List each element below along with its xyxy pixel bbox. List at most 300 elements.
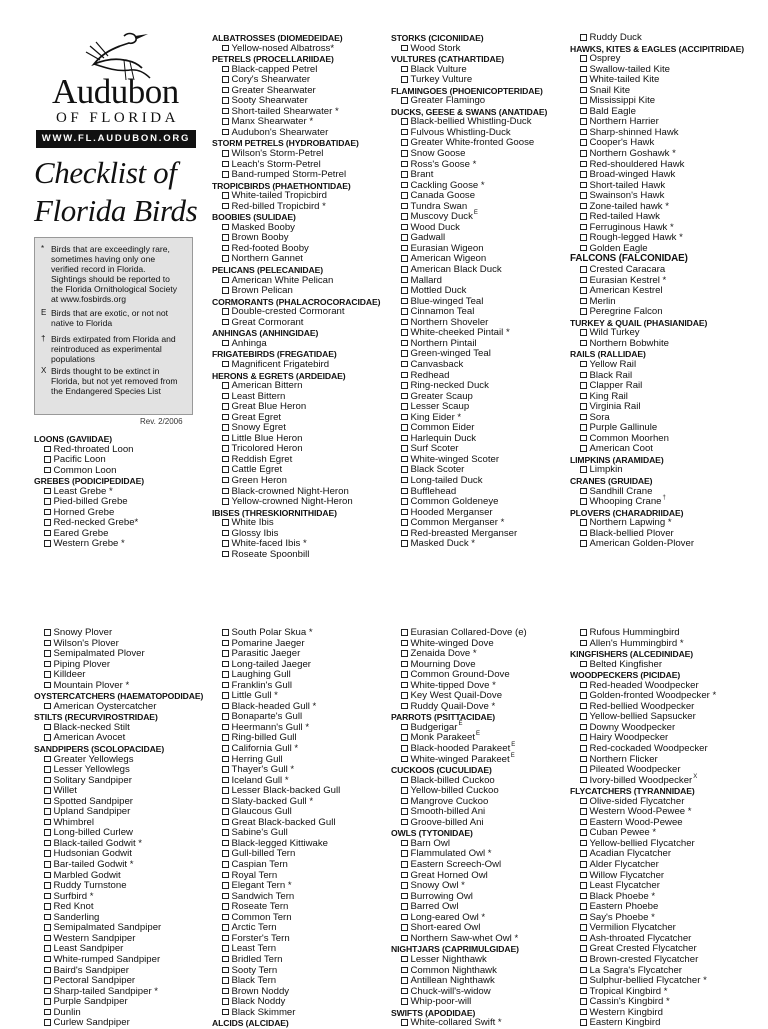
species-item[interactable] — [212, 254, 380, 265]
checkbox-icon[interactable] — [222, 777, 229, 784]
species-item[interactable] — [391, 997, 527, 1008]
checkbox-icon[interactable] — [580, 150, 587, 157]
checkbox-icon[interactable] — [222, 829, 229, 836]
checkbox-icon[interactable] — [222, 640, 229, 647]
species-item[interactable] — [391, 96, 547, 107]
checkbox-icon[interactable] — [580, 298, 587, 305]
species-item[interactable] — [570, 33, 744, 44]
checkbox-icon[interactable] — [401, 203, 408, 210]
checkbox-icon[interactable] — [401, 308, 408, 315]
checkbox-icon[interactable] — [580, 403, 587, 410]
checkbox-icon[interactable] — [401, 777, 408, 784]
checkbox-icon[interactable] — [401, 277, 408, 284]
checkbox-icon[interactable] — [44, 798, 51, 805]
species-item[interactable] — [212, 318, 380, 329]
checkbox-icon[interactable] — [580, 724, 587, 731]
checkbox-icon[interactable] — [222, 840, 229, 847]
checkbox-icon[interactable] — [580, 808, 587, 815]
checkbox-icon[interactable] — [44, 446, 51, 453]
checkbox-icon[interactable] — [222, 682, 229, 689]
checkbox-icon[interactable] — [401, 393, 408, 400]
species-item[interactable] — [212, 339, 380, 350]
checkbox-icon[interactable] — [580, 224, 587, 231]
checkbox-icon[interactable] — [401, 118, 408, 125]
checkbox-icon[interactable] — [44, 509, 51, 516]
checkbox-icon[interactable] — [44, 530, 51, 537]
checkbox-icon[interactable] — [401, 661, 408, 668]
checkbox-icon[interactable] — [44, 808, 51, 815]
website-url[interactable]: WWW.FL.AUDUBON.ORG — [36, 130, 196, 148]
checkbox-icon[interactable] — [580, 661, 587, 668]
checkbox-icon[interactable] — [222, 713, 229, 720]
checkbox-icon[interactable] — [222, 956, 229, 963]
checkbox-icon[interactable] — [222, 477, 229, 484]
checkbox-icon[interactable] — [222, 424, 229, 431]
checkbox-icon[interactable] — [580, 234, 587, 241]
checkbox-icon[interactable] — [401, 745, 408, 752]
checkbox-icon[interactable] — [580, 988, 587, 995]
checkbox-icon[interactable] — [401, 414, 408, 421]
species-item[interactable] — [34, 702, 203, 713]
checkbox-icon[interactable] — [580, 903, 587, 910]
checkbox-icon[interactable] — [401, 956, 408, 963]
checkbox-icon[interactable] — [401, 808, 408, 815]
checkbox-icon[interactable] — [580, 245, 587, 252]
checkbox-icon[interactable] — [44, 756, 51, 763]
checkbox-icon[interactable] — [222, 255, 229, 262]
checkbox-icon[interactable] — [580, 640, 587, 647]
checkbox-icon[interactable] — [222, 45, 229, 52]
checkbox-icon[interactable] — [222, 808, 229, 815]
checkbox-icon[interactable] — [401, 882, 408, 889]
species-item[interactable] — [34, 733, 203, 744]
species-item[interactable] — [34, 681, 203, 692]
checkbox-icon[interactable] — [44, 882, 51, 889]
checkbox-icon[interactable] — [401, 319, 408, 326]
species-item[interactable] — [391, 75, 547, 86]
checkbox-icon[interactable] — [401, 245, 408, 252]
checkbox-icon[interactable] — [44, 967, 51, 974]
checkbox-icon[interactable] — [44, 456, 51, 463]
checkbox-icon[interactable] — [44, 893, 51, 900]
checkbox-icon[interactable] — [401, 361, 408, 368]
checkbox-icon[interactable] — [401, 650, 408, 657]
checkbox-icon[interactable] — [222, 661, 229, 668]
checkbox-icon[interactable] — [222, 382, 229, 389]
checkbox-icon[interactable] — [580, 414, 587, 421]
checkbox-icon[interactable] — [222, 150, 229, 157]
checkbox-icon[interactable] — [580, 850, 587, 857]
checkbox-icon[interactable] — [401, 456, 408, 463]
checkbox-icon[interactable] — [44, 872, 51, 879]
checkbox-icon[interactable] — [580, 935, 587, 942]
checkbox-icon[interactable] — [580, 329, 587, 336]
checkbox-icon[interactable] — [44, 819, 51, 826]
checkbox-icon[interactable] — [44, 840, 51, 847]
checkbox-icon[interactable] — [580, 872, 587, 879]
checkbox-icon[interactable] — [44, 682, 51, 689]
checkbox-icon[interactable] — [401, 850, 408, 857]
checkbox-icon[interactable] — [222, 171, 229, 178]
checkbox-icon[interactable] — [401, 819, 408, 826]
checkbox-icon[interactable] — [222, 234, 229, 241]
checkbox-icon[interactable] — [222, 819, 229, 826]
checkbox-icon[interactable] — [44, 850, 51, 857]
checkbox-icon[interactable] — [401, 692, 408, 699]
checkbox-icon[interactable] — [580, 393, 587, 400]
checkbox-icon[interactable] — [222, 903, 229, 910]
checkbox-icon[interactable] — [401, 129, 408, 136]
checkbox-icon[interactable] — [401, 519, 408, 526]
checkbox-icon[interactable] — [401, 509, 408, 516]
checkbox-icon[interactable] — [401, 893, 408, 900]
checkbox-icon[interactable] — [580, 139, 587, 146]
checkbox-icon[interactable] — [580, 277, 587, 284]
checkbox-icon[interactable] — [44, 945, 51, 952]
checkbox-icon[interactable] — [222, 861, 229, 868]
checkbox-icon[interactable] — [222, 76, 229, 83]
checkbox-icon[interactable] — [222, 671, 229, 678]
checkbox-icon[interactable] — [401, 234, 408, 241]
checkbox-icon[interactable] — [222, 161, 229, 168]
checkbox-icon[interactable] — [580, 192, 587, 199]
checkbox-icon[interactable] — [401, 435, 408, 442]
checkbox-icon[interactable] — [44, 977, 51, 984]
checkbox-icon[interactable] — [401, 914, 408, 921]
checkbox-icon[interactable] — [222, 498, 229, 505]
checkbox-icon[interactable] — [222, 277, 229, 284]
checkbox-icon[interactable] — [44, 777, 51, 784]
checkbox-icon[interactable] — [44, 703, 51, 710]
checkbox-icon[interactable] — [401, 255, 408, 262]
checkbox-icon[interactable] — [580, 372, 587, 379]
checkbox-icon[interactable] — [222, 724, 229, 731]
checkbox-icon[interactable] — [222, 787, 229, 794]
checkbox-icon[interactable] — [222, 203, 229, 210]
checkbox-icon[interactable] — [580, 34, 587, 41]
checkbox-icon[interactable] — [401, 671, 408, 678]
checkbox-icon[interactable] — [401, 76, 408, 83]
checkbox-icon[interactable] — [222, 882, 229, 889]
checkbox-icon[interactable] — [580, 914, 587, 921]
checkbox-icon[interactable] — [222, 540, 229, 547]
species-item[interactable] — [391, 752, 527, 766]
checkbox-icon[interactable] — [580, 840, 587, 847]
species-item[interactable] — [212, 1008, 340, 1019]
species-item[interactable] — [391, 934, 527, 945]
checkbox-icon[interactable] — [401, 924, 408, 931]
species-item[interactable] — [391, 44, 547, 55]
checkbox-icon[interactable] — [401, 682, 408, 689]
checkbox-icon[interactable] — [44, 998, 51, 1005]
species-item[interactable] — [212, 128, 380, 139]
checkbox-icon[interactable] — [580, 819, 587, 826]
checkbox-icon[interactable] — [222, 745, 229, 752]
checkbox-icon[interactable] — [580, 734, 587, 741]
checkbox-icon[interactable] — [401, 787, 408, 794]
checkbox-icon[interactable] — [222, 977, 229, 984]
checkbox-icon[interactable] — [401, 403, 408, 410]
checkbox-icon[interactable] — [401, 872, 408, 879]
checkbox-icon[interactable] — [580, 97, 587, 104]
checkbox-icon[interactable] — [222, 998, 229, 1005]
checkbox-icon[interactable] — [401, 629, 408, 636]
species-item[interactable] — [212, 497, 380, 508]
species-item[interactable] — [212, 44, 380, 55]
species-item[interactable] — [391, 702, 527, 713]
checkbox-icon[interactable] — [44, 629, 51, 636]
checkbox-icon[interactable] — [44, 540, 51, 547]
checkbox-icon[interactable] — [44, 766, 51, 773]
checkbox-icon[interactable] — [401, 477, 408, 484]
checkbox-icon[interactable] — [580, 519, 587, 526]
checkbox-icon[interactable] — [44, 724, 51, 731]
checkbox-icon[interactable] — [580, 967, 587, 974]
checkbox-icon[interactable] — [401, 998, 408, 1005]
checkbox-icon[interactable] — [44, 988, 51, 995]
checkbox-icon[interactable] — [580, 703, 587, 710]
checkbox-icon[interactable] — [222, 118, 229, 125]
checkbox-icon[interactable] — [222, 108, 229, 115]
checkbox-icon[interactable] — [580, 829, 587, 836]
checkbox-icon[interactable] — [401, 734, 408, 741]
checkbox-icon[interactable] — [222, 519, 229, 526]
checkbox-icon[interactable] — [580, 945, 587, 952]
checkbox-icon[interactable] — [44, 650, 51, 657]
checkbox-icon[interactable] — [401, 540, 408, 547]
species-item[interactable] — [570, 639, 716, 650]
checkbox-icon[interactable] — [580, 129, 587, 136]
checkbox-icon[interactable] — [222, 287, 229, 294]
checkbox-icon[interactable] — [401, 903, 408, 910]
checkbox-icon[interactable] — [580, 182, 587, 189]
checkbox-icon[interactable] — [222, 97, 229, 104]
checkbox-icon[interactable] — [44, 935, 51, 942]
checkbox-icon[interactable] — [222, 756, 229, 763]
checkbox-icon[interactable] — [401, 150, 408, 157]
checkbox-icon[interactable] — [222, 66, 229, 73]
checkbox-icon[interactable] — [401, 977, 408, 984]
checkbox-icon[interactable] — [222, 245, 229, 252]
checkbox-icon[interactable] — [580, 361, 587, 368]
checkbox-icon[interactable] — [222, 988, 229, 995]
species-item[interactable] — [212, 170, 380, 181]
species-item[interactable] — [212, 202, 380, 213]
checkbox-icon[interactable] — [401, 703, 408, 710]
species-item[interactable] — [212, 286, 380, 297]
checkbox-icon[interactable] — [401, 329, 408, 336]
checkbox-icon[interactable] — [401, 171, 408, 178]
species-item[interactable] — [570, 307, 744, 318]
checkbox-icon[interactable] — [222, 414, 229, 421]
checkbox-icon[interactable] — [222, 87, 229, 94]
species-item[interactable] — [34, 466, 144, 477]
checkbox-icon[interactable] — [580, 540, 587, 547]
checkbox-icon[interactable] — [580, 55, 587, 62]
checkbox-icon[interactable] — [580, 798, 587, 805]
checkbox-icon[interactable] — [401, 287, 408, 294]
checkbox-icon[interactable] — [401, 266, 408, 273]
checkbox-icon[interactable] — [580, 213, 587, 220]
checkbox-icon[interactable] — [401, 466, 408, 473]
checkbox-icon[interactable] — [401, 498, 408, 505]
checkbox-icon[interactable] — [580, 424, 587, 431]
checkbox-icon[interactable] — [222, 551, 229, 558]
checkbox-icon[interactable] — [580, 76, 587, 83]
checkbox-icon[interactable] — [580, 629, 587, 636]
checkbox-icon[interactable] — [401, 372, 408, 379]
checkbox-icon[interactable] — [401, 139, 408, 146]
checkbox-icon[interactable] — [580, 530, 587, 537]
species-item[interactable] — [570, 539, 744, 550]
species-item[interactable] — [570, 773, 716, 787]
checkbox-icon[interactable] — [44, 734, 51, 741]
checkbox-icon[interactable] — [222, 192, 229, 199]
checkbox-icon[interactable] — [580, 692, 587, 699]
checkbox-icon[interactable] — [222, 435, 229, 442]
checkbox-icon[interactable] — [580, 977, 587, 984]
checkbox-icon[interactable] — [222, 967, 229, 974]
checkbox-icon[interactable] — [44, 640, 51, 647]
checkbox-icon[interactable] — [222, 924, 229, 931]
checkbox-icon[interactable] — [401, 192, 408, 199]
species-item[interactable] — [391, 818, 527, 829]
checkbox-icon[interactable] — [222, 129, 229, 136]
checkbox-icon[interactable] — [401, 861, 408, 868]
checkbox-icon[interactable] — [401, 45, 408, 52]
checkbox-icon[interactable] — [580, 882, 587, 889]
checkbox-icon[interactable] — [401, 724, 408, 731]
checkbox-icon[interactable] — [222, 692, 229, 699]
checkbox-icon[interactable] — [222, 914, 229, 921]
checkbox-icon[interactable] — [222, 766, 229, 773]
checkbox-icon[interactable] — [44, 519, 51, 526]
checkbox-icon[interactable] — [580, 287, 587, 294]
checkbox-icon[interactable] — [580, 682, 587, 689]
checkbox-icon[interactable] — [222, 224, 229, 231]
checkbox-icon[interactable] — [580, 756, 587, 763]
checkbox-icon[interactable] — [222, 466, 229, 473]
checkbox-icon[interactable] — [580, 435, 587, 442]
checkbox-icon[interactable] — [401, 224, 408, 231]
checkbox-icon[interactable] — [44, 924, 51, 931]
species-item[interactable] — [570, 444, 744, 455]
checkbox-icon[interactable] — [44, 488, 51, 495]
checkbox-icon[interactable] — [580, 766, 587, 773]
checkbox-icon[interactable] — [222, 456, 229, 463]
checkbox-icon[interactable] — [580, 498, 587, 505]
checkbox-icon[interactable] — [580, 382, 587, 389]
species-item[interactable] — [570, 465, 744, 476]
checkbox-icon[interactable] — [580, 998, 587, 1005]
checkbox-icon[interactable] — [44, 914, 51, 921]
checkbox-icon[interactable] — [401, 530, 408, 537]
checkbox-icon[interactable] — [580, 745, 587, 752]
checkbox-icon[interactable] — [401, 340, 408, 347]
checkbox-icon[interactable] — [401, 640, 408, 647]
checkbox-icon[interactable] — [44, 956, 51, 963]
checkbox-icon[interactable] — [222, 650, 229, 657]
checkbox-icon[interactable] — [580, 777, 587, 784]
checkbox-icon[interactable] — [44, 861, 51, 868]
species-item[interactable] — [391, 539, 547, 550]
checkbox-icon[interactable] — [401, 213, 408, 220]
checkbox-icon[interactable] — [222, 361, 229, 368]
checkbox-icon[interactable] — [580, 713, 587, 720]
checkbox-icon[interactable] — [401, 488, 408, 495]
checkbox-icon[interactable] — [401, 424, 408, 431]
checkbox-icon[interactable] — [580, 445, 587, 452]
species-item[interactable] — [570, 339, 744, 350]
checkbox-icon[interactable] — [401, 967, 408, 974]
checkbox-icon[interactable] — [401, 988, 408, 995]
checkbox-icon[interactable] — [44, 1009, 51, 1016]
checkbox-icon[interactable] — [222, 488, 229, 495]
checkbox-icon[interactable] — [222, 308, 229, 315]
checkbox-icon[interactable] — [580, 1009, 587, 1016]
checkbox-icon[interactable] — [580, 203, 587, 210]
checkbox-icon[interactable] — [401, 97, 408, 104]
checkbox-icon[interactable] — [580, 87, 587, 94]
species-item[interactable] — [212, 360, 380, 371]
checkbox-icon[interactable] — [580, 161, 587, 168]
checkbox-icon[interactable] — [222, 393, 229, 400]
checkbox-icon[interactable] — [222, 945, 229, 952]
checkbox-icon[interactable] — [222, 403, 229, 410]
species-item[interactable] — [570, 660, 716, 671]
checkbox-icon[interactable] — [222, 872, 229, 879]
checkbox-icon[interactable] — [580, 488, 587, 495]
checkbox-icon[interactable] — [580, 340, 587, 347]
checkbox-icon[interactable] — [222, 319, 229, 326]
checkbox-icon[interactable] — [401, 382, 408, 389]
checkbox-icon[interactable] — [580, 108, 587, 115]
checkbox-icon[interactable] — [580, 118, 587, 125]
checkbox-icon[interactable] — [222, 629, 229, 636]
checkbox-icon[interactable] — [580, 924, 587, 931]
checkbox-icon[interactable] — [222, 445, 229, 452]
checkbox-icon[interactable] — [580, 66, 587, 73]
checkbox-icon[interactable] — [44, 1019, 51, 1026]
checkbox-icon[interactable] — [401, 935, 408, 942]
checkbox-icon[interactable] — [580, 956, 587, 963]
checkbox-icon[interactable] — [401, 350, 408, 357]
checkbox-icon[interactable] — [222, 798, 229, 805]
checkbox-icon[interactable] — [222, 1009, 229, 1016]
checkbox-icon[interactable] — [222, 703, 229, 710]
checkbox-icon[interactable] — [222, 850, 229, 857]
checkbox-icon[interactable] — [401, 161, 408, 168]
checkbox-icon[interactable] — [222, 935, 229, 942]
checkbox-icon[interactable] — [401, 298, 408, 305]
checkbox-icon[interactable] — [401, 756, 408, 763]
checkbox-icon[interactable] — [44, 829, 51, 836]
checkbox-icon[interactable] — [222, 893, 229, 900]
checkbox-icon[interactable] — [401, 798, 408, 805]
checkbox-icon[interactable] — [222, 734, 229, 741]
checkbox-icon[interactable] — [222, 530, 229, 537]
checkbox-icon[interactable] — [44, 467, 51, 474]
species-item[interactable] — [34, 539, 144, 550]
checkbox-icon[interactable] — [401, 445, 408, 452]
checkbox-icon[interactable] — [580, 861, 587, 868]
checkbox-icon[interactable] — [44, 661, 51, 668]
checkbox-icon[interactable] — [401, 840, 408, 847]
checkbox-icon[interactable] — [580, 466, 587, 473]
checkbox-icon[interactable] — [44, 671, 51, 678]
checkbox-icon[interactable] — [580, 308, 587, 315]
species-item[interactable] — [570, 497, 744, 508]
